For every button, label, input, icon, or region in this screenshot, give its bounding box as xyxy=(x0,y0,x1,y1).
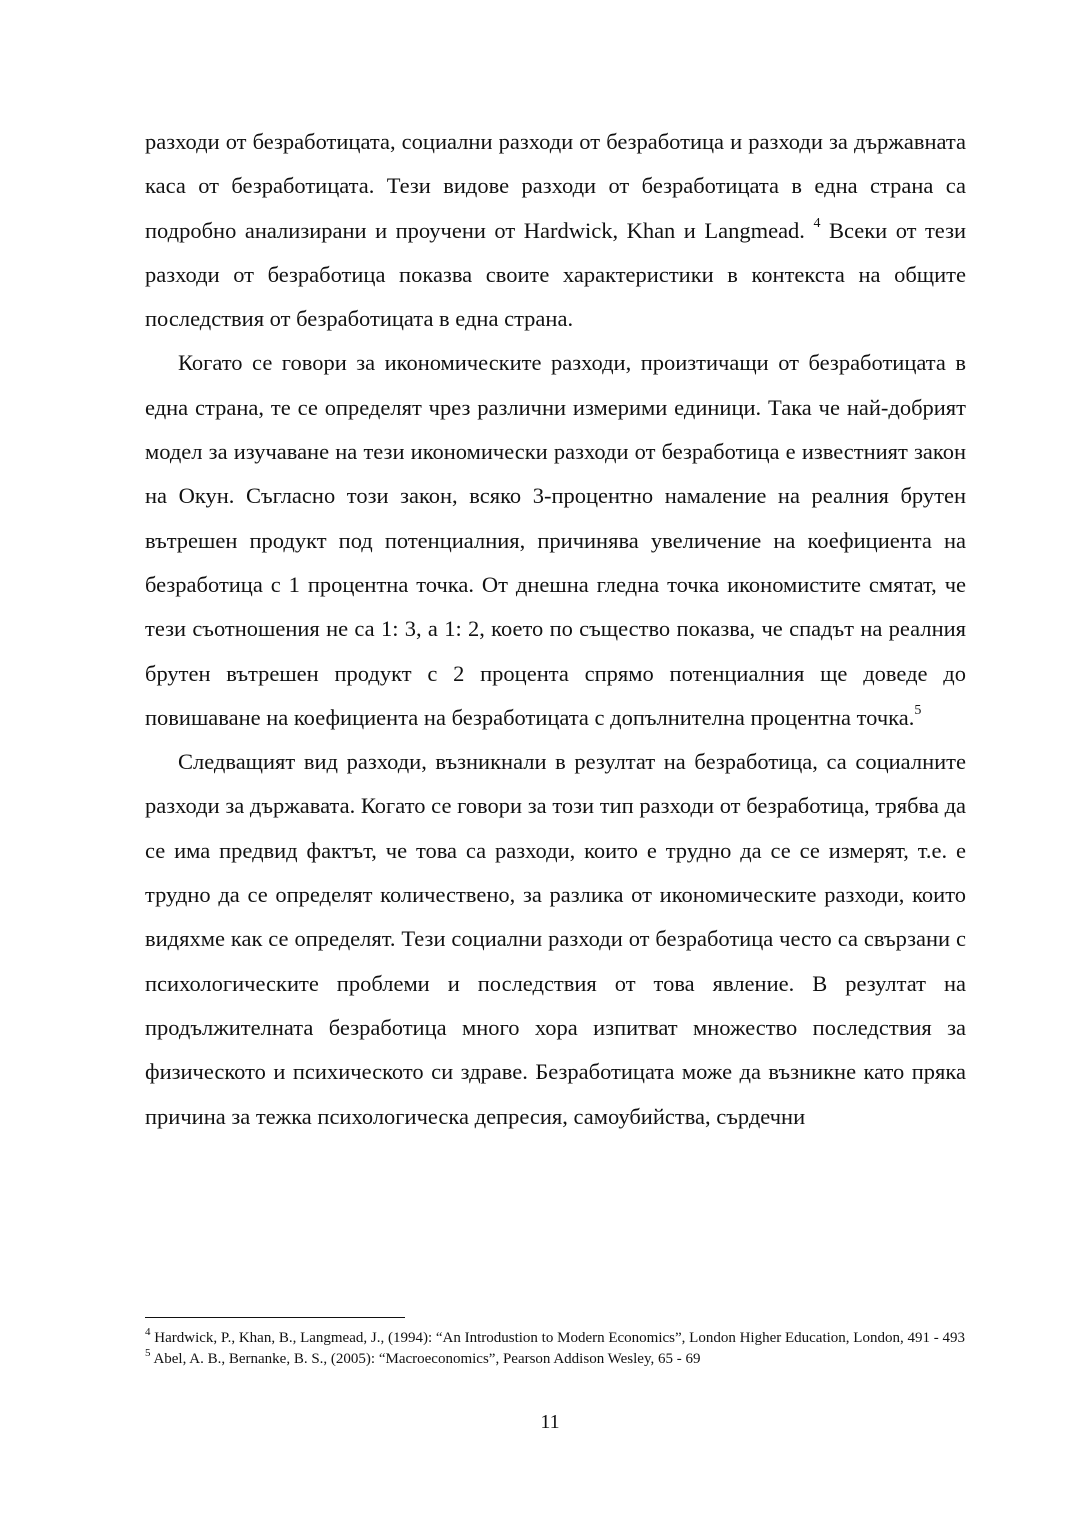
footnote-separator xyxy=(145,1317,405,1318)
footnote-5 xyxy=(145,1346,966,1370)
paragraph-2 xyxy=(145,341,966,740)
paragraph-1-text-after: Всеки от тези разходи от безработица показва своите характеристики в контекста на общите последствия от безработицата в една страна. xyxy=(145,217,967,332)
footnote-4-text: Hardwick, P., Khan, B., Langmead, J., (1994): “An Introdustion to Modern Economics”, London Higher Education, London, 491 - 493 xyxy=(154,1330,965,1346)
footnote-5-number: 5 xyxy=(145,1346,151,1359)
page-number: 11 xyxy=(540,1411,560,1433)
paragraph-1-text: разходи от безработицата, социални разходи от безработица и разходи за държавната каса от безработицата. Тези видове разходи от безработицата в една страна са подробно анализирани и проучени от Hardwick, Khan и Langmead. xyxy=(145,129,966,243)
document-body xyxy=(145,120,966,1139)
footnote-ref-5[interactable]: 5 xyxy=(914,703,922,719)
paragraph-1 xyxy=(145,120,966,341)
footnotes xyxy=(145,1328,966,1369)
paragraph-2-text: Когато се говори за икономическите разходи, произтичащи от безработицата в една страна, те се определят чрез различни измерими единици. Така че най-добрият модел за изучаване на тези икономически разходи от безработица е известният закон на Окун. Съгласно този закон, всяко 3-процентно намаление на реалния брутен вътрешен продукт под потенциалния, причинява увеличение на коефициента на безработица с 1 процентна точка. От днешна гледна точка икономистите смятат, че тези съотношения не са 1: 3, а 1: 2, което по същество показва, че спадът на реалния брутен вътрешен продукт с 2 процента спрямо потенциалния ще доведе до повишаване на коефициента на безработицата с допълнителна процентна точка. xyxy=(145,350,966,730)
footnote-4-number: 4 xyxy=(145,1326,151,1338)
footnote-5-text: Abel, A. B., Bernanke, B. S., (2005): “Macroeconomics”, Pearson Addison Wesley, 65 - 69 xyxy=(153,1350,701,1367)
paragraph-3 xyxy=(145,740,966,1139)
footnote-ref-4[interactable]: 4 xyxy=(813,216,821,232)
footnote-4 xyxy=(145,1328,966,1349)
paragraph-3-text: Следващият вид разходи, възникнали в резултат на безработица, са социалните разходи за държавата. Когато се говори за този тип разходи от безработица, трябва да се има предвид фактът, че това са разходи, които е трудно да се се измерят, т.е. е трудно да се определят количествено, за разлика от икономическите разходи, които видяхме как се определят. Тези социални разходи от безработица често са свързани с психологическите проблеми и последствия от това явление. В резултат на продължителната безработица много хора изпитват множество последствия за физическото и психическото си здраве. Безработицата може да възникне като пряка причина за тежка психологическа депресия, самоубийства, сърдечни xyxy=(145,749,966,1129)
